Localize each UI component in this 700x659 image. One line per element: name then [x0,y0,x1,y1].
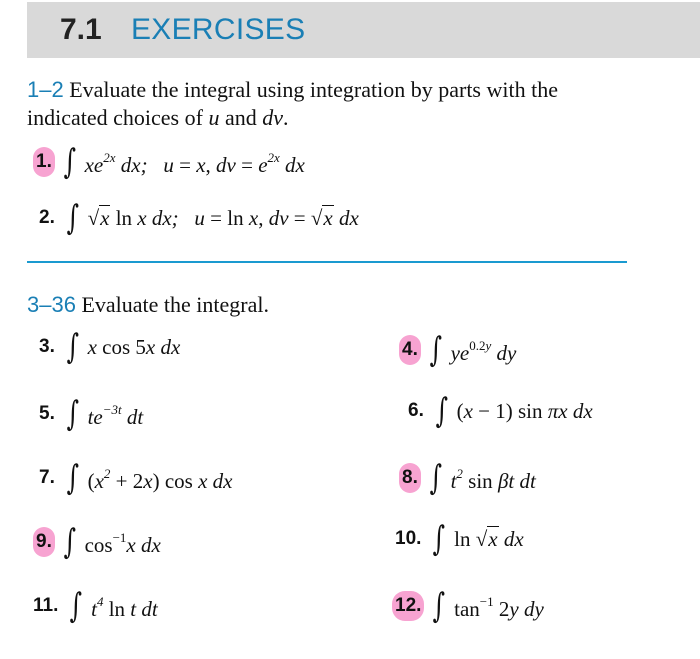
problem-expression: $te^{-3t}$ dt [87,402,144,429]
problem-3 [36,327,181,367]
problem-expression: $xe^{2x}$ dx; u = x, dv = $e^{2x}$ dx [84,150,305,177]
problem-expression: $\tan^{-1} 2y$ dy [454,594,544,621]
integral-sign: ∫ [433,585,446,626]
problem-2 [36,198,359,238]
problem-number: 5. [39,402,55,424]
problem-number: 4. [399,335,421,365]
problem-11 [30,585,158,626]
problem-expression: ln √x dx [454,527,524,551]
problem-number: 12. [392,591,424,621]
problem-number: 9. [33,527,55,557]
problem-expression: x cos 5x dx [87,335,181,359]
problem-10 [392,519,524,559]
problem-number: 11. [33,594,59,616]
problem-expression: (x − 1) sin πx dx [456,399,593,423]
integral-sign: ∫ [66,198,79,238]
integral-sign: ∫ [63,521,76,562]
integral-sign: ∫ [70,585,83,626]
integral-sign: ∫ [429,329,442,370]
problem-1 [33,141,305,182]
problem-12 [392,585,544,626]
range-label: 3–36 [27,292,76,317]
problem-expression: $ye^{0.2y}$ dy [450,338,517,365]
instruction-3-36: 3–36 Evaluate the integral. [27,292,269,317]
problem-number: 2. [39,207,55,228]
problem-expression: $t^4$ ln t dt [91,594,158,621]
section-title: EXERCISES [131,13,306,46]
header-bar [27,2,700,58]
integral-sign: ∫ [63,141,76,182]
integral-sign: ∫ [435,391,448,431]
problem-number: 7. [39,466,55,488]
integral-sign: ∫ [429,457,442,498]
section-divider [27,261,627,263]
problem-expression: √x ln x dx; u = ln x, dv = √x dx [87,206,359,230]
range-label: 1–2 [27,77,64,102]
problem-number: 1. [33,147,55,177]
problem-7 [36,457,233,498]
problem-4 [399,329,517,370]
problem-expression: $t^2$ sin βt dt [450,466,536,493]
problem-number: 8. [399,463,421,493]
integral-sign: ∫ [433,519,446,559]
problem-expression: $\cos^{-1}x$ dx [84,530,161,557]
instruction-1-2: 1–2 Evaluate the integral using integration by parts with the indicated choices of u and dv. [27,77,558,130]
integral-sign: ∫ [66,393,79,434]
integral-sign: ∫ [66,327,79,367]
problem-expression: $(x^2 + 2x)$ cos x dx [87,466,233,493]
problem-6 [405,391,593,431]
problem-number: 10. [395,528,422,549]
problem-9 [33,521,161,562]
problem-number: 3. [39,336,55,357]
problem-number: 6. [408,400,424,421]
integral-sign: ∫ [66,457,79,498]
problem-8 [399,457,536,498]
section-number: 7.1 [60,13,102,46]
problem-5 [36,393,144,434]
